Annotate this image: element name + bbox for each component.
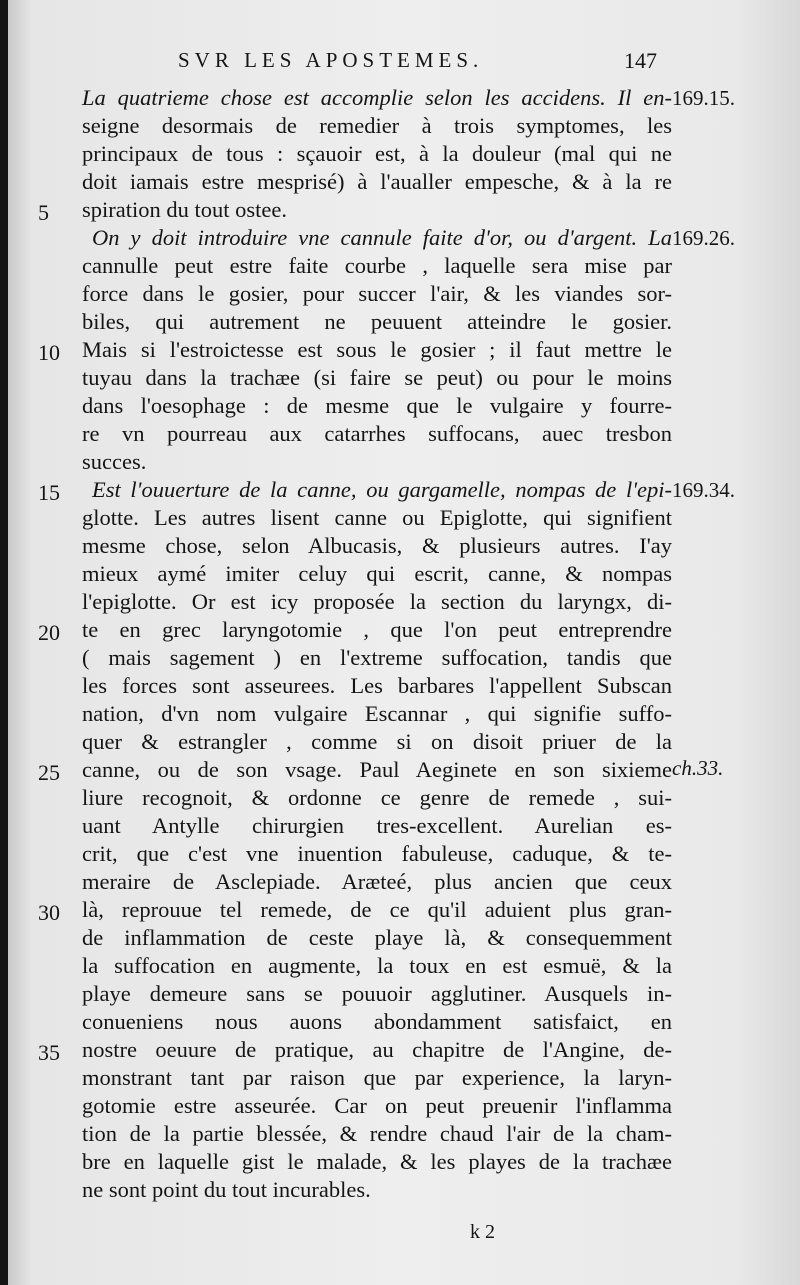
text-line: les forces sont asseurees. Les barbares l'appellent Subscan	[82, 673, 672, 698]
text-line: biles, qui autrement ne peuuent atteindre le gosier.	[82, 309, 672, 334]
running-head: SVR LES APOSTEMES.	[178, 48, 484, 72]
text-line: succes.	[82, 449, 147, 474]
text-line: La quatrieme chose est accomplie selon les accidens. Il en-	[82, 85, 672, 110]
text-line: de inflammation de ceste playe là, & consequemment	[82, 925, 672, 950]
margin-note: 169.34.	[672, 478, 735, 502]
margin-note: 169.15.	[672, 86, 735, 110]
text-line: gotomie estre asseurée. Car on peut preuenir l'inflamma	[82, 1093, 672, 1118]
body-text	[82, 84, 672, 1204]
text-line: glotte. Les autres lisent canne ou Epiglotte, qui signifient	[82, 505, 672, 530]
text-line: canne, ou de son vsage. Paul Aeginete en son sixieme	[82, 757, 672, 782]
margin-note: ch.33.	[672, 756, 724, 780]
line-number: 30	[38, 900, 60, 925]
text-line: principaux de tous : sçauoir est, à la douleur (mal qui ne	[82, 141, 672, 166]
line-number: 10	[38, 340, 60, 365]
line-number: 20	[38, 620, 60, 645]
text-line: doit iamais estre mesprisé) à l'aualler empesche, & à la re	[82, 169, 672, 194]
text-line: playe demeure sans se pouuoir agglutiner. Ausquels in-	[82, 981, 672, 1006]
text-line: crit, que c'est vne inuention fabuleuse, caduque, & te-	[82, 841, 672, 866]
book-page	[8, 0, 800, 1285]
text-line: te en grec laryngotomie , que l'on peut entreprendre	[82, 617, 672, 642]
line-number: 25	[38, 760, 60, 785]
text-line: ( mais sagement ) en l'extreme suffocation, tandis que	[82, 645, 672, 670]
text-line: Est l'ouuerture de la canne, ou gargamelle, nompas de l'epi-	[92, 477, 672, 502]
text-line: re vn pourreau aux catarrhes suffocans, auec tresbon	[82, 421, 672, 446]
margin-note: 169.26.	[672, 226, 735, 250]
text-line: dans l'oesophage : de mesme que le vulgaire y fourre-	[82, 393, 672, 418]
text-line: mieux aymé imiter celuy qui escrit, canne, & nompas	[82, 561, 672, 586]
text-line: là, reprouue tel remede, de ce qu'il aduient plus gran-	[82, 897, 672, 922]
text-line: bre en laquelle gist le malade, & les playes de la trachæe	[82, 1149, 672, 1174]
text-line: force dans le gosier, pour succer l'air, & les viandes sor-	[82, 281, 672, 306]
text-line: monstrant tant par raison que par experience, la laryn-	[82, 1065, 672, 1090]
line-number: 15	[38, 480, 60, 505]
text-line: seigne desormais de remedier à trois symptomes, les	[82, 113, 672, 138]
text-line: quer & estrangler , comme si on disoit priuer de la	[82, 729, 672, 754]
text-line: tuyau dans la trachæe (si faire se peut) ou pour le moins	[82, 365, 672, 390]
signature-mark: k 2	[470, 1221, 495, 1243]
text-line: cannulle peut estre faite courbe , laquelle sera mise par	[82, 253, 672, 278]
line-number: 5	[38, 200, 49, 225]
text-line: spiration du tout ostee.	[82, 197, 287, 222]
text-line: tion de la partie blessée, & rendre chaud l'air de la cham-	[82, 1121, 672, 1146]
text-line: liure recognoit, & ordonne ce genre de remede , sui-	[82, 785, 672, 810]
text-line: uant Antylle chirurgien tres-excellent. Aurelian es-	[82, 813, 672, 838]
line-number: 35	[38, 1040, 60, 1065]
text-line: conueniens nous auons abondamment satisfaict, en	[82, 1009, 672, 1034]
page-number: 147	[624, 48, 657, 73]
text-line: nostre oeuure de pratique, au chapitre de l'Angine, de-	[82, 1037, 672, 1062]
text-line: l'epiglotte. Or est icy proposée la section du laryngx, di-	[82, 589, 672, 614]
text-line: mesme chose, selon Albucasis, & plusieurs autres. I'ay	[82, 533, 672, 558]
text-line: nation, d'vn nom vulgaire Escannar , qui signifie suffo-	[82, 701, 672, 726]
text-line: la suffocation en augmente, la toux en est esmuë, & la	[82, 953, 672, 978]
text-line: On y doit introduire vne cannule faite d'or, ou d'argent. La	[92, 225, 672, 250]
text-line: ne sont point du tout incurables.	[82, 1177, 371, 1202]
text-line: meraire de Asclepiade. Aræteé, plus ancien que ceux	[82, 869, 672, 894]
text-line: Mais si l'estroictesse est sous le gosier ; il faut mettre le	[82, 337, 672, 362]
